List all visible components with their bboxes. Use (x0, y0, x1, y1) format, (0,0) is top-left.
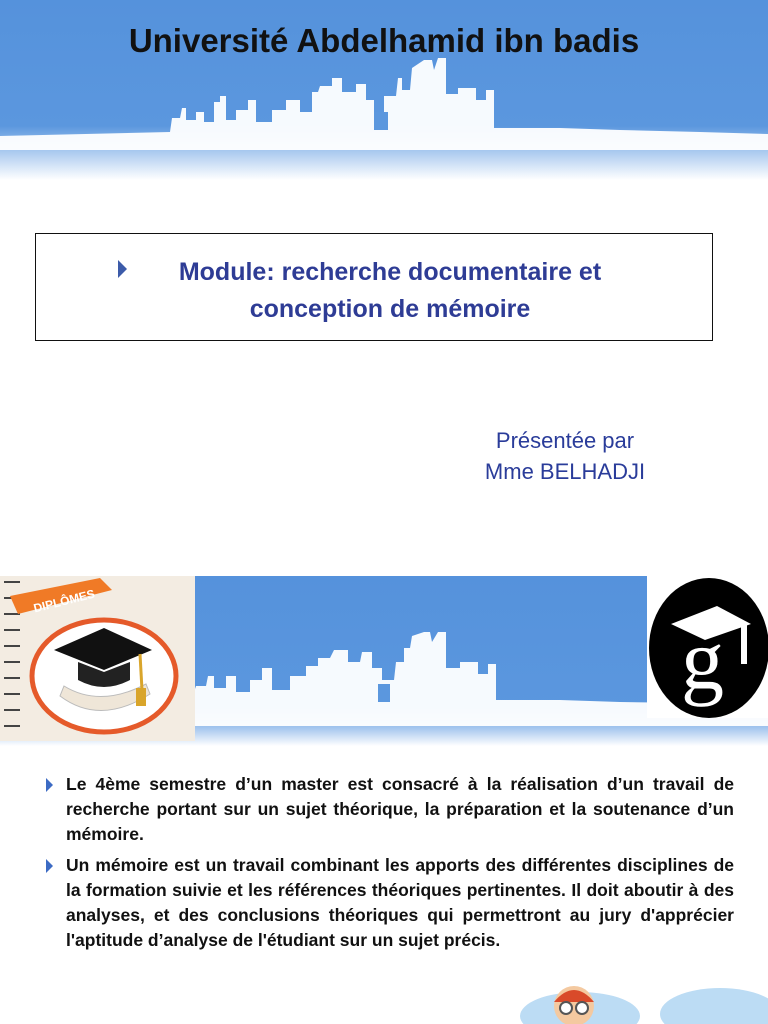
bullet-arrow-icon (46, 859, 53, 873)
module-title-line1: Module: recherche documentaire et (178, 258, 602, 286)
cartoon-mascot-image (520, 976, 768, 1024)
bullet-text: Le 4ème semestre d’un master est consacré à la réalisation d’un travail de recherche portant sur un sujet théorique, la préparation et la soutenance d’un mémoire. (66, 774, 734, 844)
presented-by-label: Présentée par (495, 428, 635, 453)
university-title: Université Abdelhamid ibn badis (128, 22, 640, 59)
header-banner (0, 0, 768, 180)
module-title-line2: conception de mémoire (249, 295, 531, 323)
content-slide (0, 576, 768, 1024)
bullet-item-1 (44, 772, 734, 847)
google-scholar-icon (647, 576, 768, 718)
module-title (140, 254, 640, 328)
scholar-logo-glyph: g (681, 611, 724, 707)
cloud-character-icon (520, 976, 768, 1024)
module-title-box (35, 233, 713, 341)
presenter-block (440, 425, 690, 487)
bullet-list (44, 772, 734, 959)
bullet-item-2 (44, 853, 734, 953)
google-scholar-logo (647, 576, 768, 718)
bullet-arrow-icon (118, 260, 127, 278)
graduation-cap-icon (0, 576, 195, 741)
diploma-label: DIPLÔMES (32, 586, 97, 616)
bullet-text: Un mémoire est un travail combinant les apports des différentes disciplines de la formation suivie et les références théoriques pertinentes. Il doit aboutir à des analyses, et des conclusions théoriques qui permettront au jury d'apprécier l'aptitude d’analyse de l'étudiant sur un sujet précis. (66, 855, 734, 950)
presenter-name: Mme BELHADJI (484, 459, 646, 484)
bullet-arrow-icon (46, 778, 53, 792)
diploma-graduation-image (0, 576, 195, 741)
